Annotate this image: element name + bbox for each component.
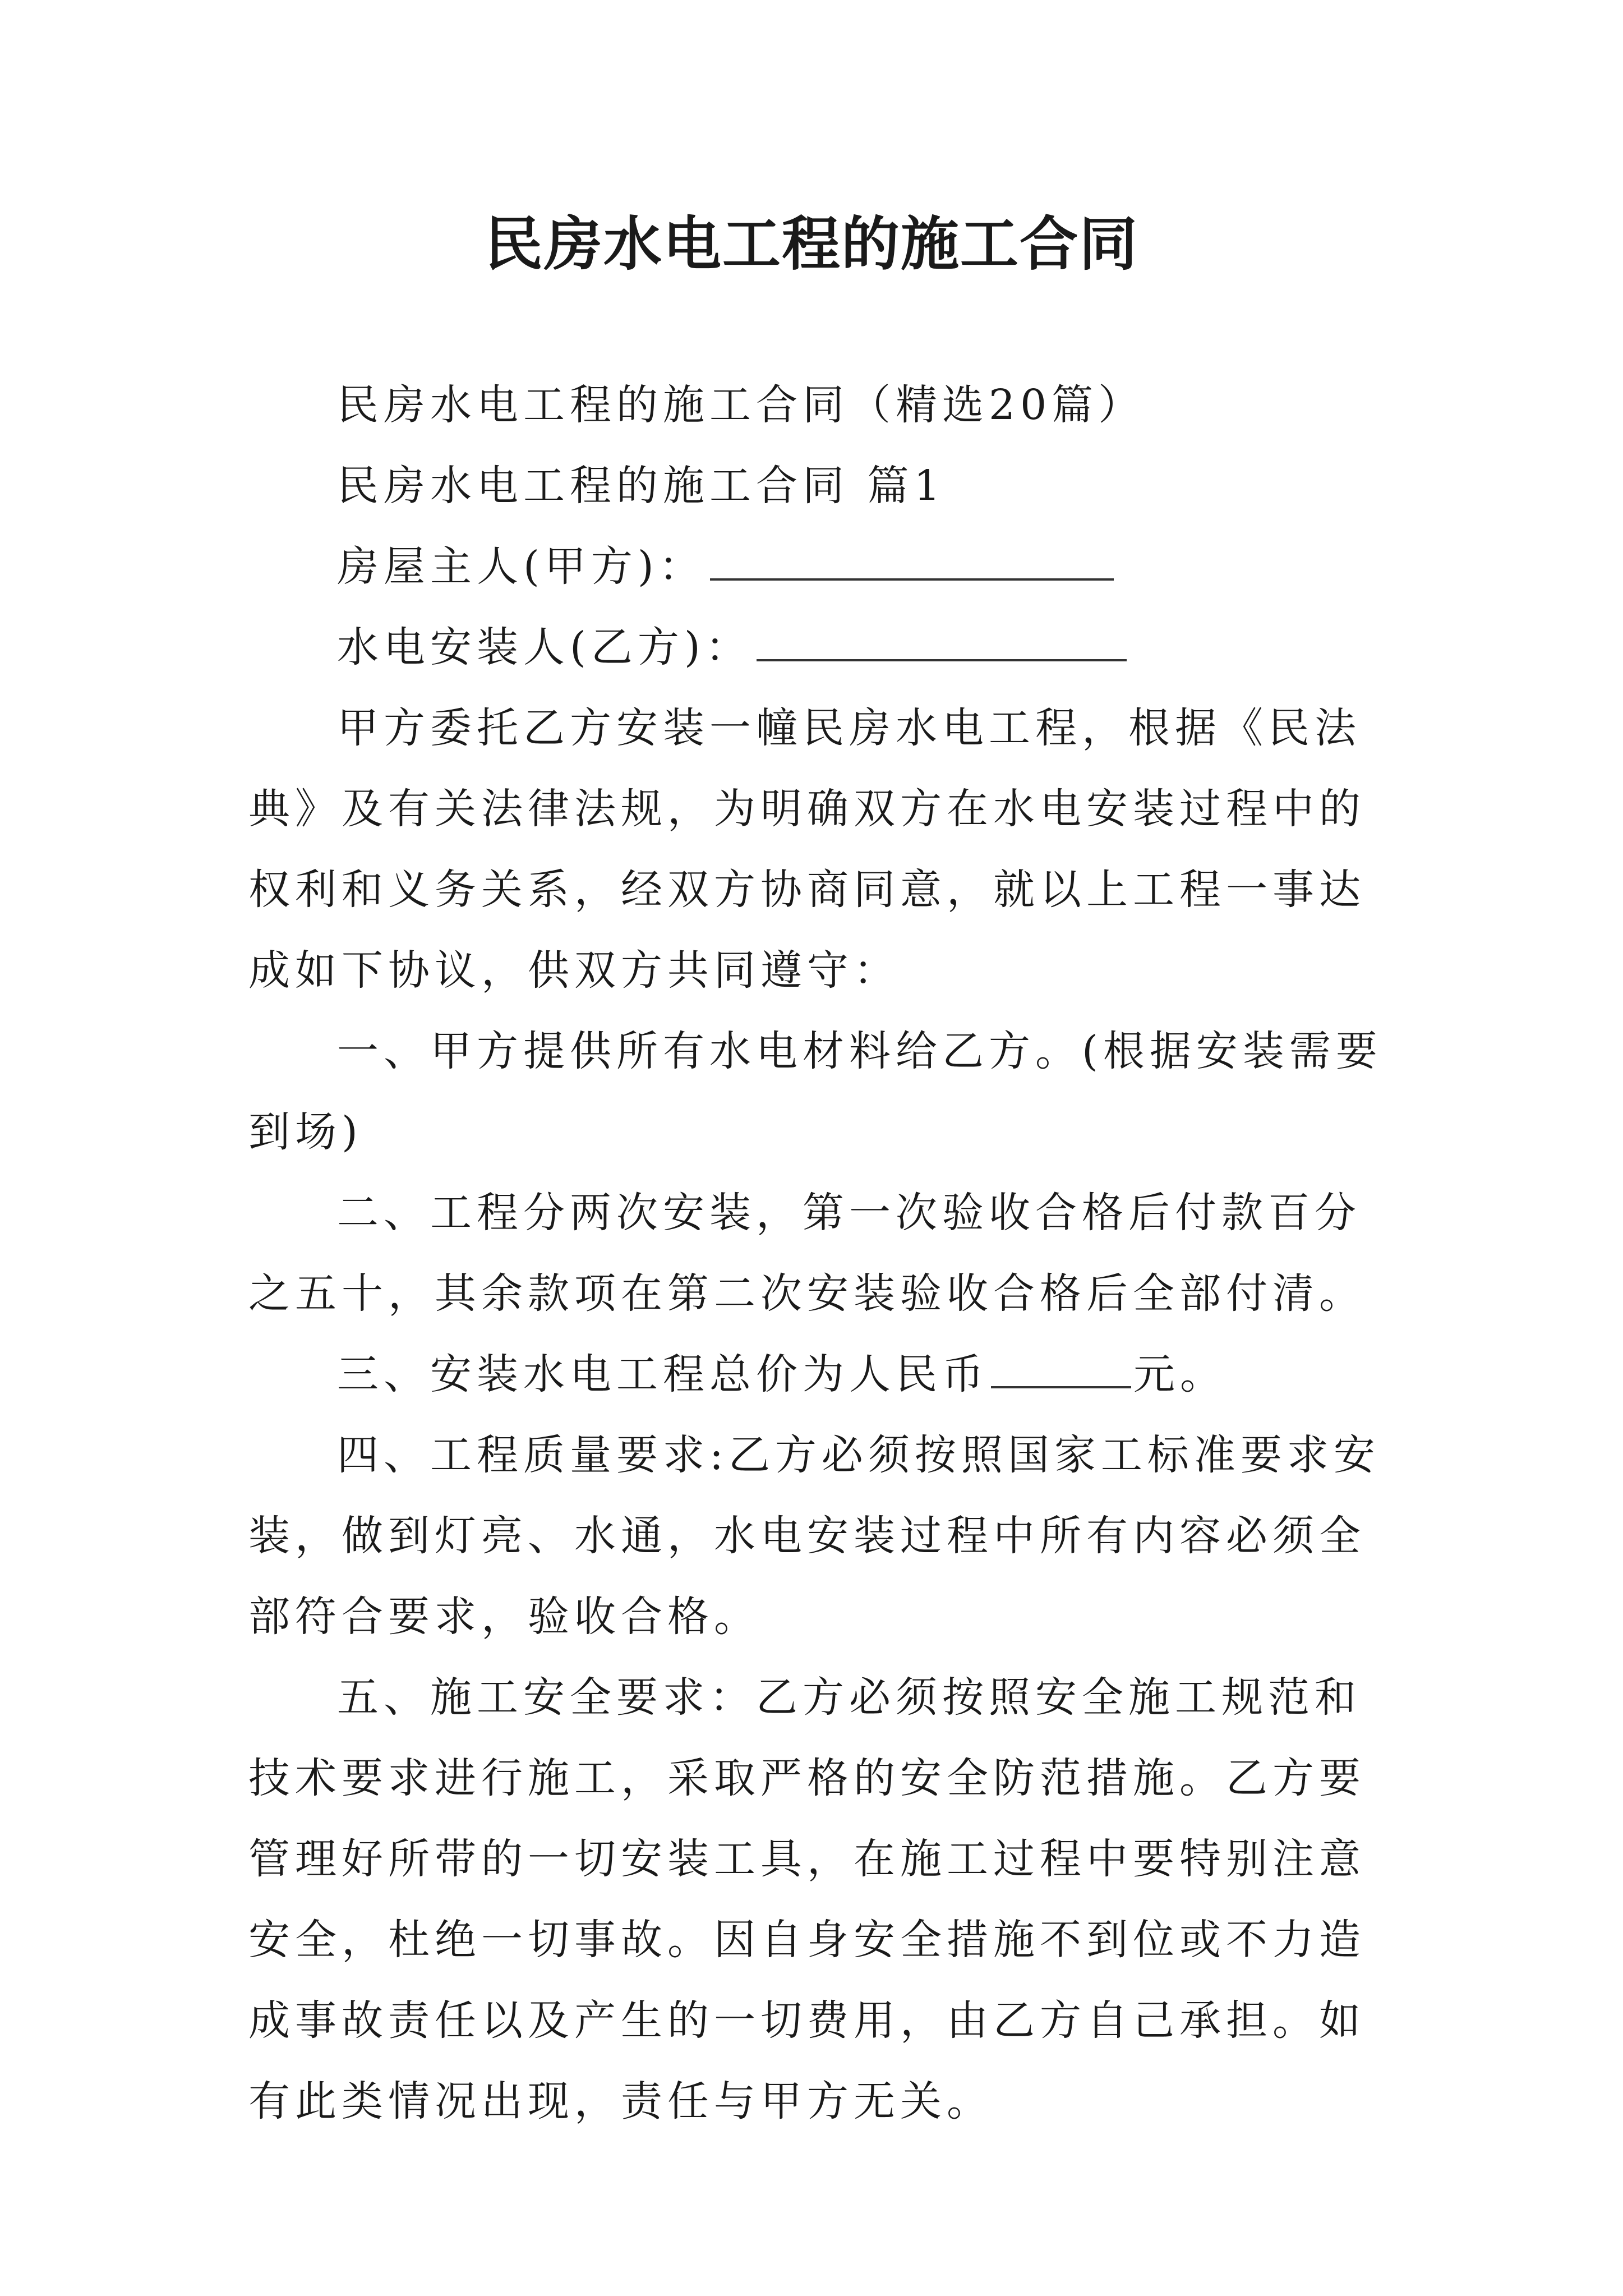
- party-a-label: 房屋主人(甲方)：: [337, 542, 706, 591]
- section-heading: 民房水电工程的施工合同 篇1: [337, 462, 946, 510]
- party-b-line: [248, 607, 1398, 688]
- document-subtitle: 民房水电工程的施工合同（精选20篇）: [337, 381, 1145, 429]
- clause-3: [248, 1334, 1398, 1415]
- document-body: [248, 365, 1398, 2142]
- clause-2: 二、工程分两次安装，第一次验收合格后付款百分之五十，其余款项在第二次安装验收合格后全部付清。: [248, 1189, 1366, 1318]
- clause-4: 四、工程质量要求:乙方必须按照国家工标准要求安装，做到灯亮、水通，水电安装过程中所有内容必须全部符合要求，验收合格。: [248, 1431, 1380, 1641]
- party-b-label: 水电安装人(乙方)：: [337, 623, 752, 671]
- clause-3-unit: 元。: [1133, 1350, 1227, 1398]
- clause-5: 五、施工安全要求：乙方必须按照安全施工规范和技术要求进行施工，采取严格的安全防范措施。乙方要管理好所带的一切安装工具，在施工过程中要特别注意安全，杜绝一切事故。因自身安全措施不到位或不力造成事故责任以及产生的一切费用，由乙方自己承担。如有此类情况出现，责任与甲方无关。: [248, 1673, 1366, 2125]
- party-a-blank: [710, 539, 1114, 581]
- clause-1: 一、甲方提供所有水电材料给乙方。(根据安装需要到场): [248, 1027, 1382, 1156]
- preamble-paragraph: 甲方委托乙方安装一幢民房水电工程，根据《民法典》及有关法律法规，为明确双方在水电安装过程中的权利和义务关系，经双方协商同意，就以上工程一事达成如下协议，供双方共同遵守：: [248, 704, 1366, 995]
- price-blank: [991, 1347, 1131, 1388]
- party-a-line: [248, 526, 1398, 607]
- document-title: 民房水电工程的施工合同: [484, 210, 1138, 278]
- party-b-blank: [757, 620, 1127, 661]
- clause-3-text: 三、安装水电工程总价为人民币: [337, 1350, 989, 1398]
